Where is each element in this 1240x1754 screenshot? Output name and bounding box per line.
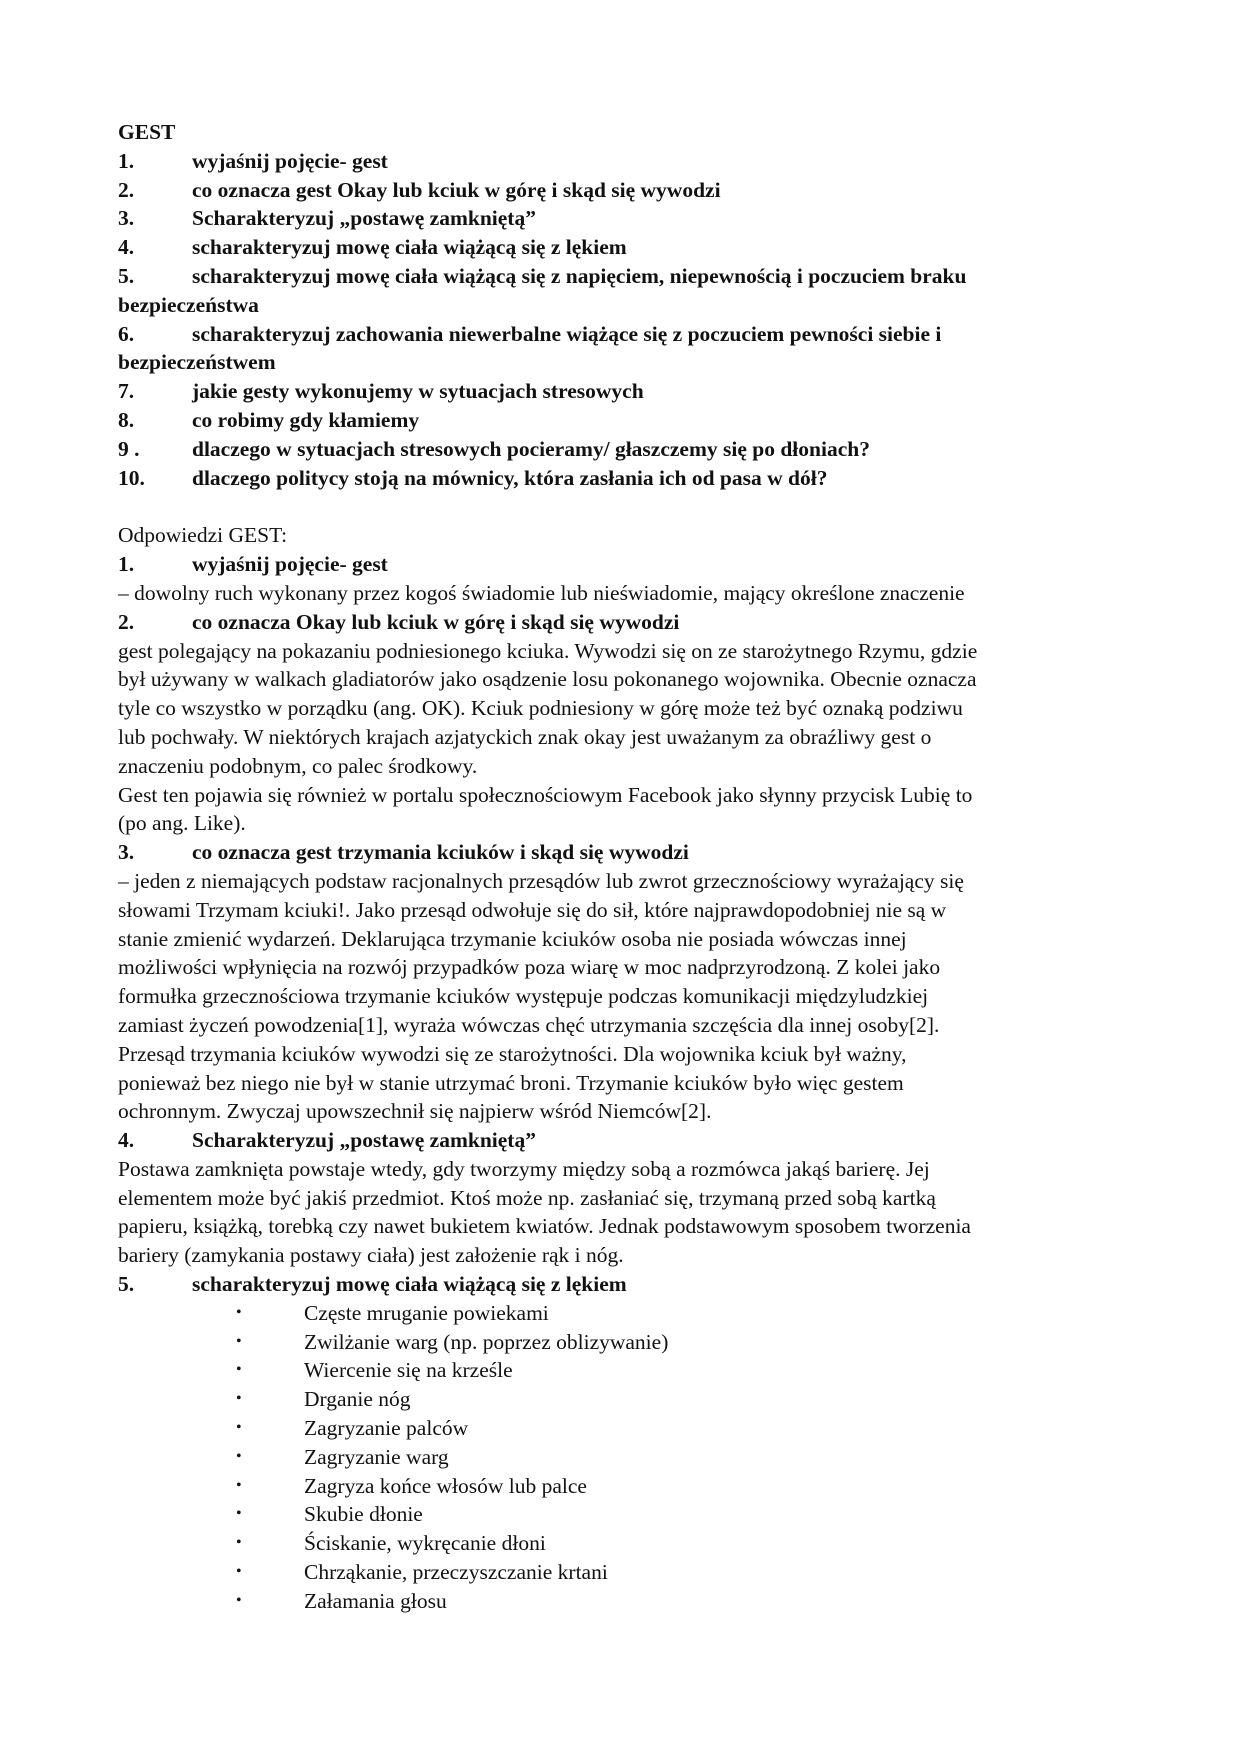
list-item: • Zagryzanie warg — [118, 1443, 1120, 1472]
answer-5 — [118, 1270, 1120, 1616]
answer-4 — [118, 1126, 1120, 1270]
question-item: 6. scharakteryzuj zachowania niewerbalne wiążące się z poczuciem pewności siebie i — [118, 321, 942, 346]
list-item: • Zagryzanie palców — [118, 1414, 1120, 1443]
answer-text-line: Przesąd trzymania kciuków wywodzi się ze starożytności. Dla wojownika kciuk był ważny, — [118, 1041, 907, 1066]
bullet-icon: • — [236, 1476, 242, 1494]
list-item: • Załamania głosu — [118, 1587, 1120, 1616]
question-item: 10. dlaczego politycy stoją na mównicy, która zasłania ich od pasa w dół? — [118, 465, 828, 490]
question-item: 4. scharakteryzuj mowę ciała wiążącą się z lękiem — [118, 235, 627, 260]
bullet-list — [118, 1299, 1120, 1616]
answer-3 — [118, 838, 1120, 1126]
list-item: • Częste mruganie powiekami — [118, 1299, 1120, 1328]
answer-text-line: Gest ten pojawia się również w portalu społecznościowym Facebook jako słynny przycisk Lubię to — [118, 782, 973, 807]
answer-text-line: możliwości wpłynięcia na rozwój przypadków poza wiarę w moc nadprzyrodzoną. Z kolei jako — [118, 955, 941, 980]
list-item: • Wiercenie się na krześle — [118, 1356, 1120, 1385]
answer-text-line: ponieważ bez niego nie był w stanie utrzymać broni. Trzymanie kciuków było więc gestem — [118, 1070, 904, 1095]
question-item: 1. wyjaśnij pojęcie- gest — [118, 148, 388, 173]
bullet-icon: • — [236, 1563, 242, 1581]
list-item: • Drganie nóg — [118, 1385, 1120, 1414]
answer-text-line: Postawa zamknięta powstaje wtedy, gdy tworzymy między sobą a rozmówca jakąś barierę. Jej — [118, 1156, 930, 1181]
question-continuation: bezpieczeństwa — [118, 292, 259, 317]
question-item: 3. Scharakteryzuj „postawę zamkniętą” — [118, 206, 536, 231]
answer-text-line: – jeden z niemających podstaw racjonalnych przesądów lub zwrot grzecznościowy wyrażający się — [118, 868, 964, 893]
answer-heading: 3. co oznacza gest trzymania kciuków i skąd się wywodzi — [118, 840, 689, 865]
section-gap — [118, 492, 1120, 521]
answer-text-line: ochronnym. Zwyczaj upowszechnił się najpierw wśród Niemców[2]. — [118, 1099, 712, 1124]
bullet-icon: • — [236, 1332, 242, 1350]
answer-text-line: papieru, książką, torebką czy nawet bukietem kwiatów. Jednak podstawowym sposobem tworzenia — [118, 1214, 971, 1239]
answer-text-line: formułka grzecznościowa trzymanie kciuków występuje podczas komunikacji międzyludzkiej — [118, 984, 929, 1009]
answer-text-line: elementem może być jakiś przedmiot. Ktoś może np. zasłaniać się, trzymaną przed sobą kartką — [118, 1185, 936, 1210]
answer-heading: 4. Scharakteryzuj „postawę zamkniętą” — [118, 1128, 536, 1153]
answer-text-line: – dowolny ruch wykonany przez kogoś świadomie lub nieświadomie, mający określone znaczenie — [118, 580, 965, 605]
bullet-icon: • — [236, 1390, 242, 1408]
question-item: 7. jakie gesty wykonujemy w sytuacjach stresowych — [118, 379, 644, 404]
answer-text-line: słowami Trzymam kciuki!. Jako przesąd odwołuje się do sił, które najprawdopodobniej nie są w — [118, 897, 947, 922]
answer-2 — [118, 608, 1120, 838]
answer-1 — [118, 550, 1120, 608]
answer-heading: 5. scharakteryzuj mowę ciała wiążącą się z lękiem — [118, 1272, 627, 1297]
list-item: • Skubie dłonie — [118, 1500, 1120, 1529]
bullet-icon: • — [236, 1534, 242, 1552]
question-list — [118, 147, 1120, 493]
document-title: GEST — [118, 120, 176, 144]
bullet-icon: • — [236, 1303, 242, 1321]
answer-text-line: lub pochwały. W niektórych krajach azjatyckich znak okay jest uważanym za obraźliwy gest o — [118, 724, 932, 749]
answer-heading: 2. co oznacza Okay lub kciuk w górę i skąd się wywodzi — [118, 609, 680, 634]
list-item: • Zagryza końce włosów lub palce — [118, 1472, 1120, 1501]
question-item: 5. scharakteryzuj mowę ciała wiążącą się z napięciem, niepewnością i poczuciem braku — [118, 263, 967, 288]
answer-text-line: znaczeniu podobnym, co palec środkowy. — [118, 753, 478, 778]
answer-text-line: gest polegający na pokazaniu podniesionego kciuka. Wywodzi się on ze starożytnego Rzymu, gdzie — [118, 638, 978, 663]
question-item: 8. co robimy gdy kłamiemy — [118, 407, 420, 432]
answer-text-line: bariery (zamykania postawy ciała) jest założenie rąk i nóg. — [118, 1243, 624, 1268]
question-continuation: bezpieczeństwem — [118, 350, 276, 375]
bullet-icon: • — [236, 1591, 242, 1609]
list-item: • Zwilżanie warg (np. poprzez oblizywanie) — [118, 1328, 1120, 1357]
answers-title: Odpowiedzi GEST: — [118, 523, 288, 548]
answer-text-line: zamiast życzeń powodzenia[1], wyraża wówczas chęć utrzymania szczęścia dla innej osoby[2]. — [118, 1012, 940, 1037]
answer-text-line: stanie zmienić wydarzeń. Deklarująca trzymanie kciuków osoba nie posiada wówczas innej — [118, 926, 907, 951]
bullet-icon: • — [236, 1419, 242, 1437]
question-item: 2. co oznacza gest Okay lub kciuk w górę i skąd się wywodzi — [118, 177, 721, 202]
list-item: • Ściskanie, wykręcanie dłoni — [118, 1529, 1120, 1558]
bullet-icon: • — [236, 1505, 242, 1523]
answer-text-line: był używany w walkach gladiatorów jako osądzenie losu pokonanego wojownika. Obecnie oznacza — [118, 667, 977, 692]
bullet-icon: • — [236, 1447, 242, 1465]
list-item: • Chrząkanie, przeczyszczanie krtani — [118, 1558, 1120, 1587]
bullet-icon: • — [236, 1361, 242, 1379]
answer-text-line: (po ang. Like). — [118, 811, 246, 836]
answer-heading: 1. wyjaśnij pojęcie- gest — [118, 552, 388, 577]
question-item: 9 . dlaczego w sytuacjach stresowych pocieramy/ głaszczemy się po dłoniach? — [118, 436, 870, 461]
answer-text-line: tyle co wszystko w porządku (ang. OK). Kciuk podniesiony w górę może też być oznaką podziwu — [118, 696, 963, 721]
